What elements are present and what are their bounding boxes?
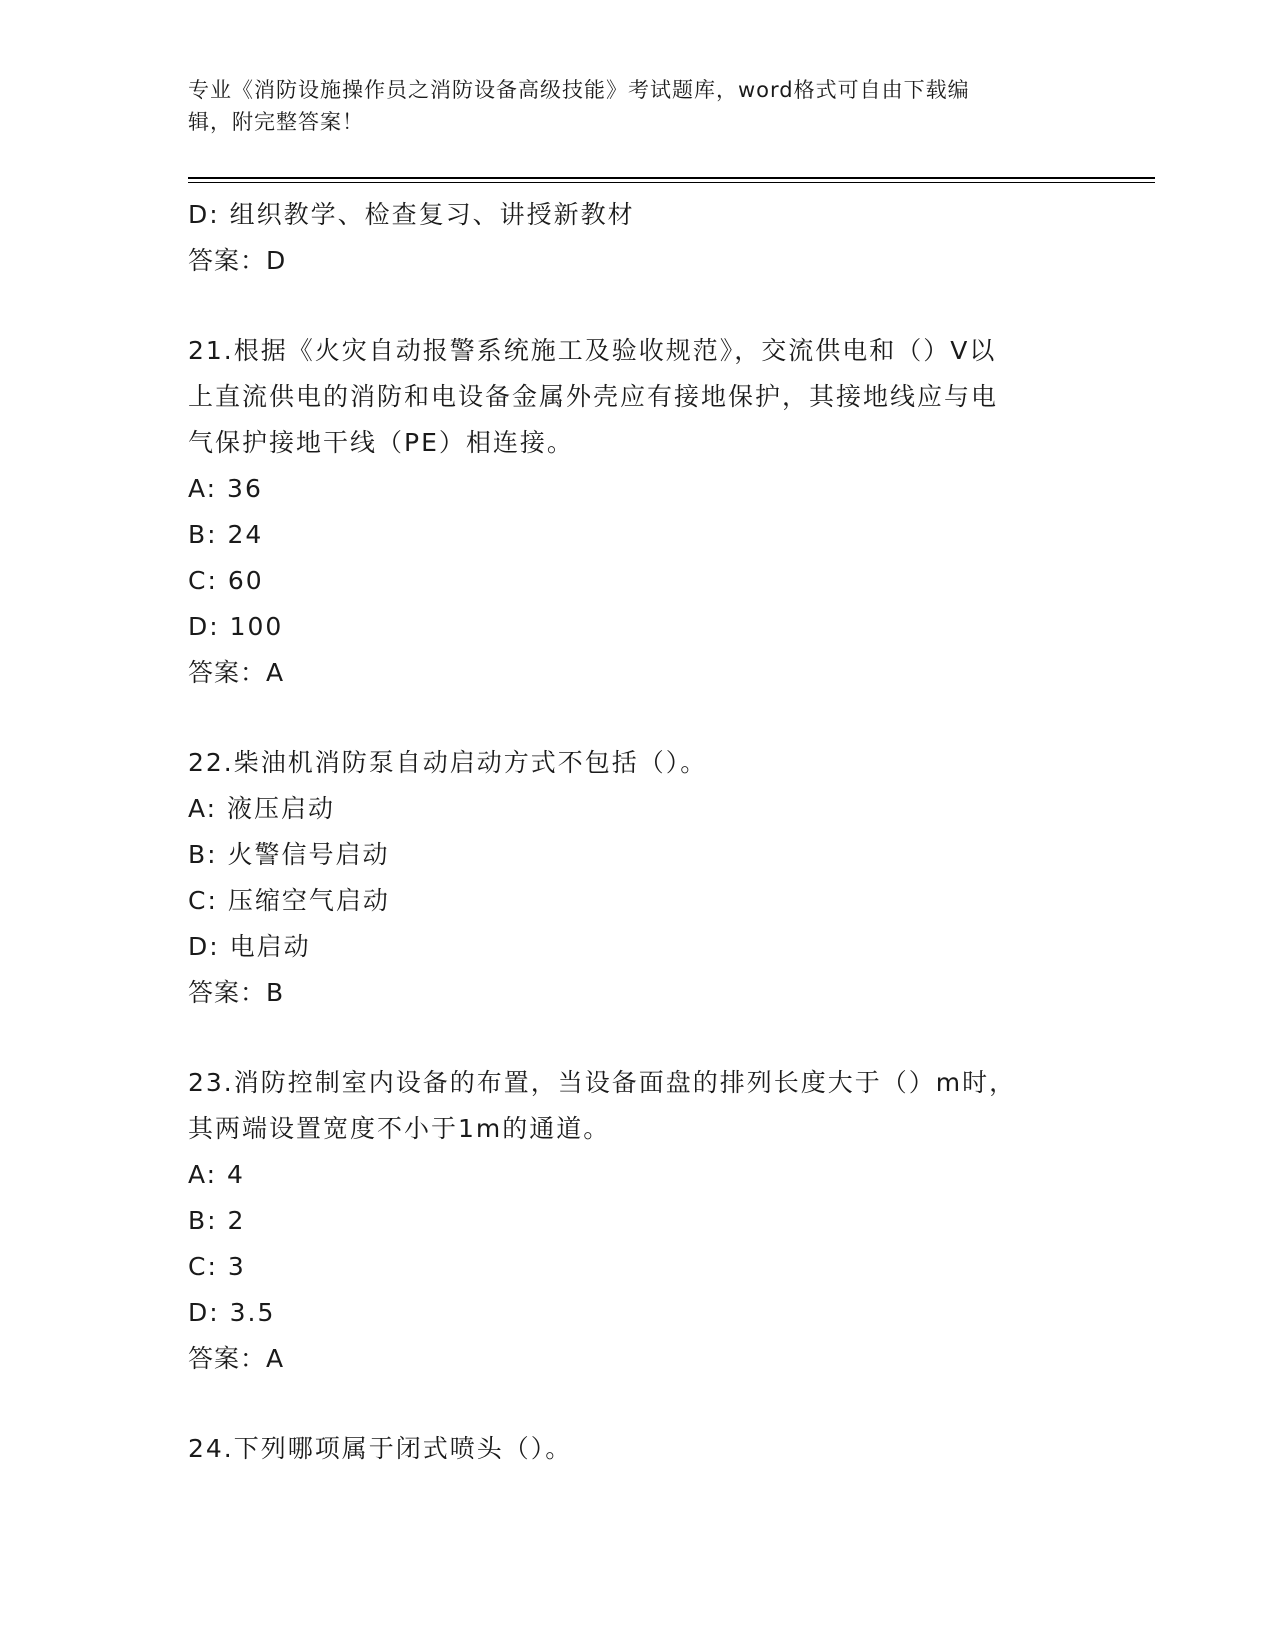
header-line-2: 辑，附完整答案！ [188, 110, 364, 134]
stem-line: 气保护接地干线（PE）相连接。 [188, 428, 574, 457]
option-a: A: 36 [188, 474, 263, 503]
spacer [188, 1016, 1068, 1060]
document-header [188, 74, 1068, 138]
option-a: A: 4 [188, 1160, 245, 1189]
option-d: D: 电启动 [188, 932, 311, 961]
header-divider-thick [188, 177, 1155, 179]
question-24 [188, 1426, 1068, 1472]
header-divider-thin [188, 182, 1155, 183]
option-c: C: 压缩空气启动 [188, 886, 390, 915]
header-line-1: 专业《消防设施操作员之消防设备高级技能》考试题库，word格式可自由下载编 [188, 78, 970, 102]
stem-line: 其两端设置宽度不小于1m的通道。 [188, 1114, 611, 1143]
stem-line: 24.下列哪项属于闭式喷头（）。 [188, 1434, 573, 1463]
question-22 [188, 740, 1068, 1016]
previous-question-tail [188, 192, 1068, 284]
question-23 [188, 1060, 1068, 1382]
option-d: D: 3.5 [188, 1298, 276, 1327]
answer-line: 答案：B [188, 978, 285, 1007]
option-c: C: 3 [188, 1252, 246, 1281]
option-c: C: 60 [188, 566, 264, 595]
stem-line: 23.消防控制室内设备的布置，当设备面盘的排列长度大于（）m时， [188, 1068, 1017, 1097]
answer-line: 答案：A [188, 1344, 285, 1373]
option-d: D: 100 [188, 612, 284, 641]
stem-line: 上直流供电的消防和电设备金属外壳应有接地保护，其接地线应与电 [188, 382, 999, 411]
stem-line: 21.根据《火灾自动报警系统施工及验收规范》，交流供电和（）V以 [188, 336, 997, 365]
question-21 [188, 328, 1068, 696]
option-d: D: 组织教学、检查复习、讲授新教材 [188, 200, 635, 229]
spacer [188, 1382, 1068, 1426]
answer-line: 答案：D [188, 246, 287, 275]
option-b: B: 2 [188, 1206, 246, 1235]
spacer [188, 284, 1068, 328]
answer-line: 答案：A [188, 658, 285, 687]
stem-line: 22.柴油机消防泵自动启动方式不包括（）。 [188, 748, 708, 777]
option-a: A: 液压启动 [188, 794, 336, 823]
spacer [188, 696, 1068, 740]
option-b: B: 火警信号启动 [188, 840, 390, 869]
question-stem [188, 328, 1068, 466]
question-list [188, 192, 1068, 1472]
option-b: B: 24 [188, 520, 264, 549]
